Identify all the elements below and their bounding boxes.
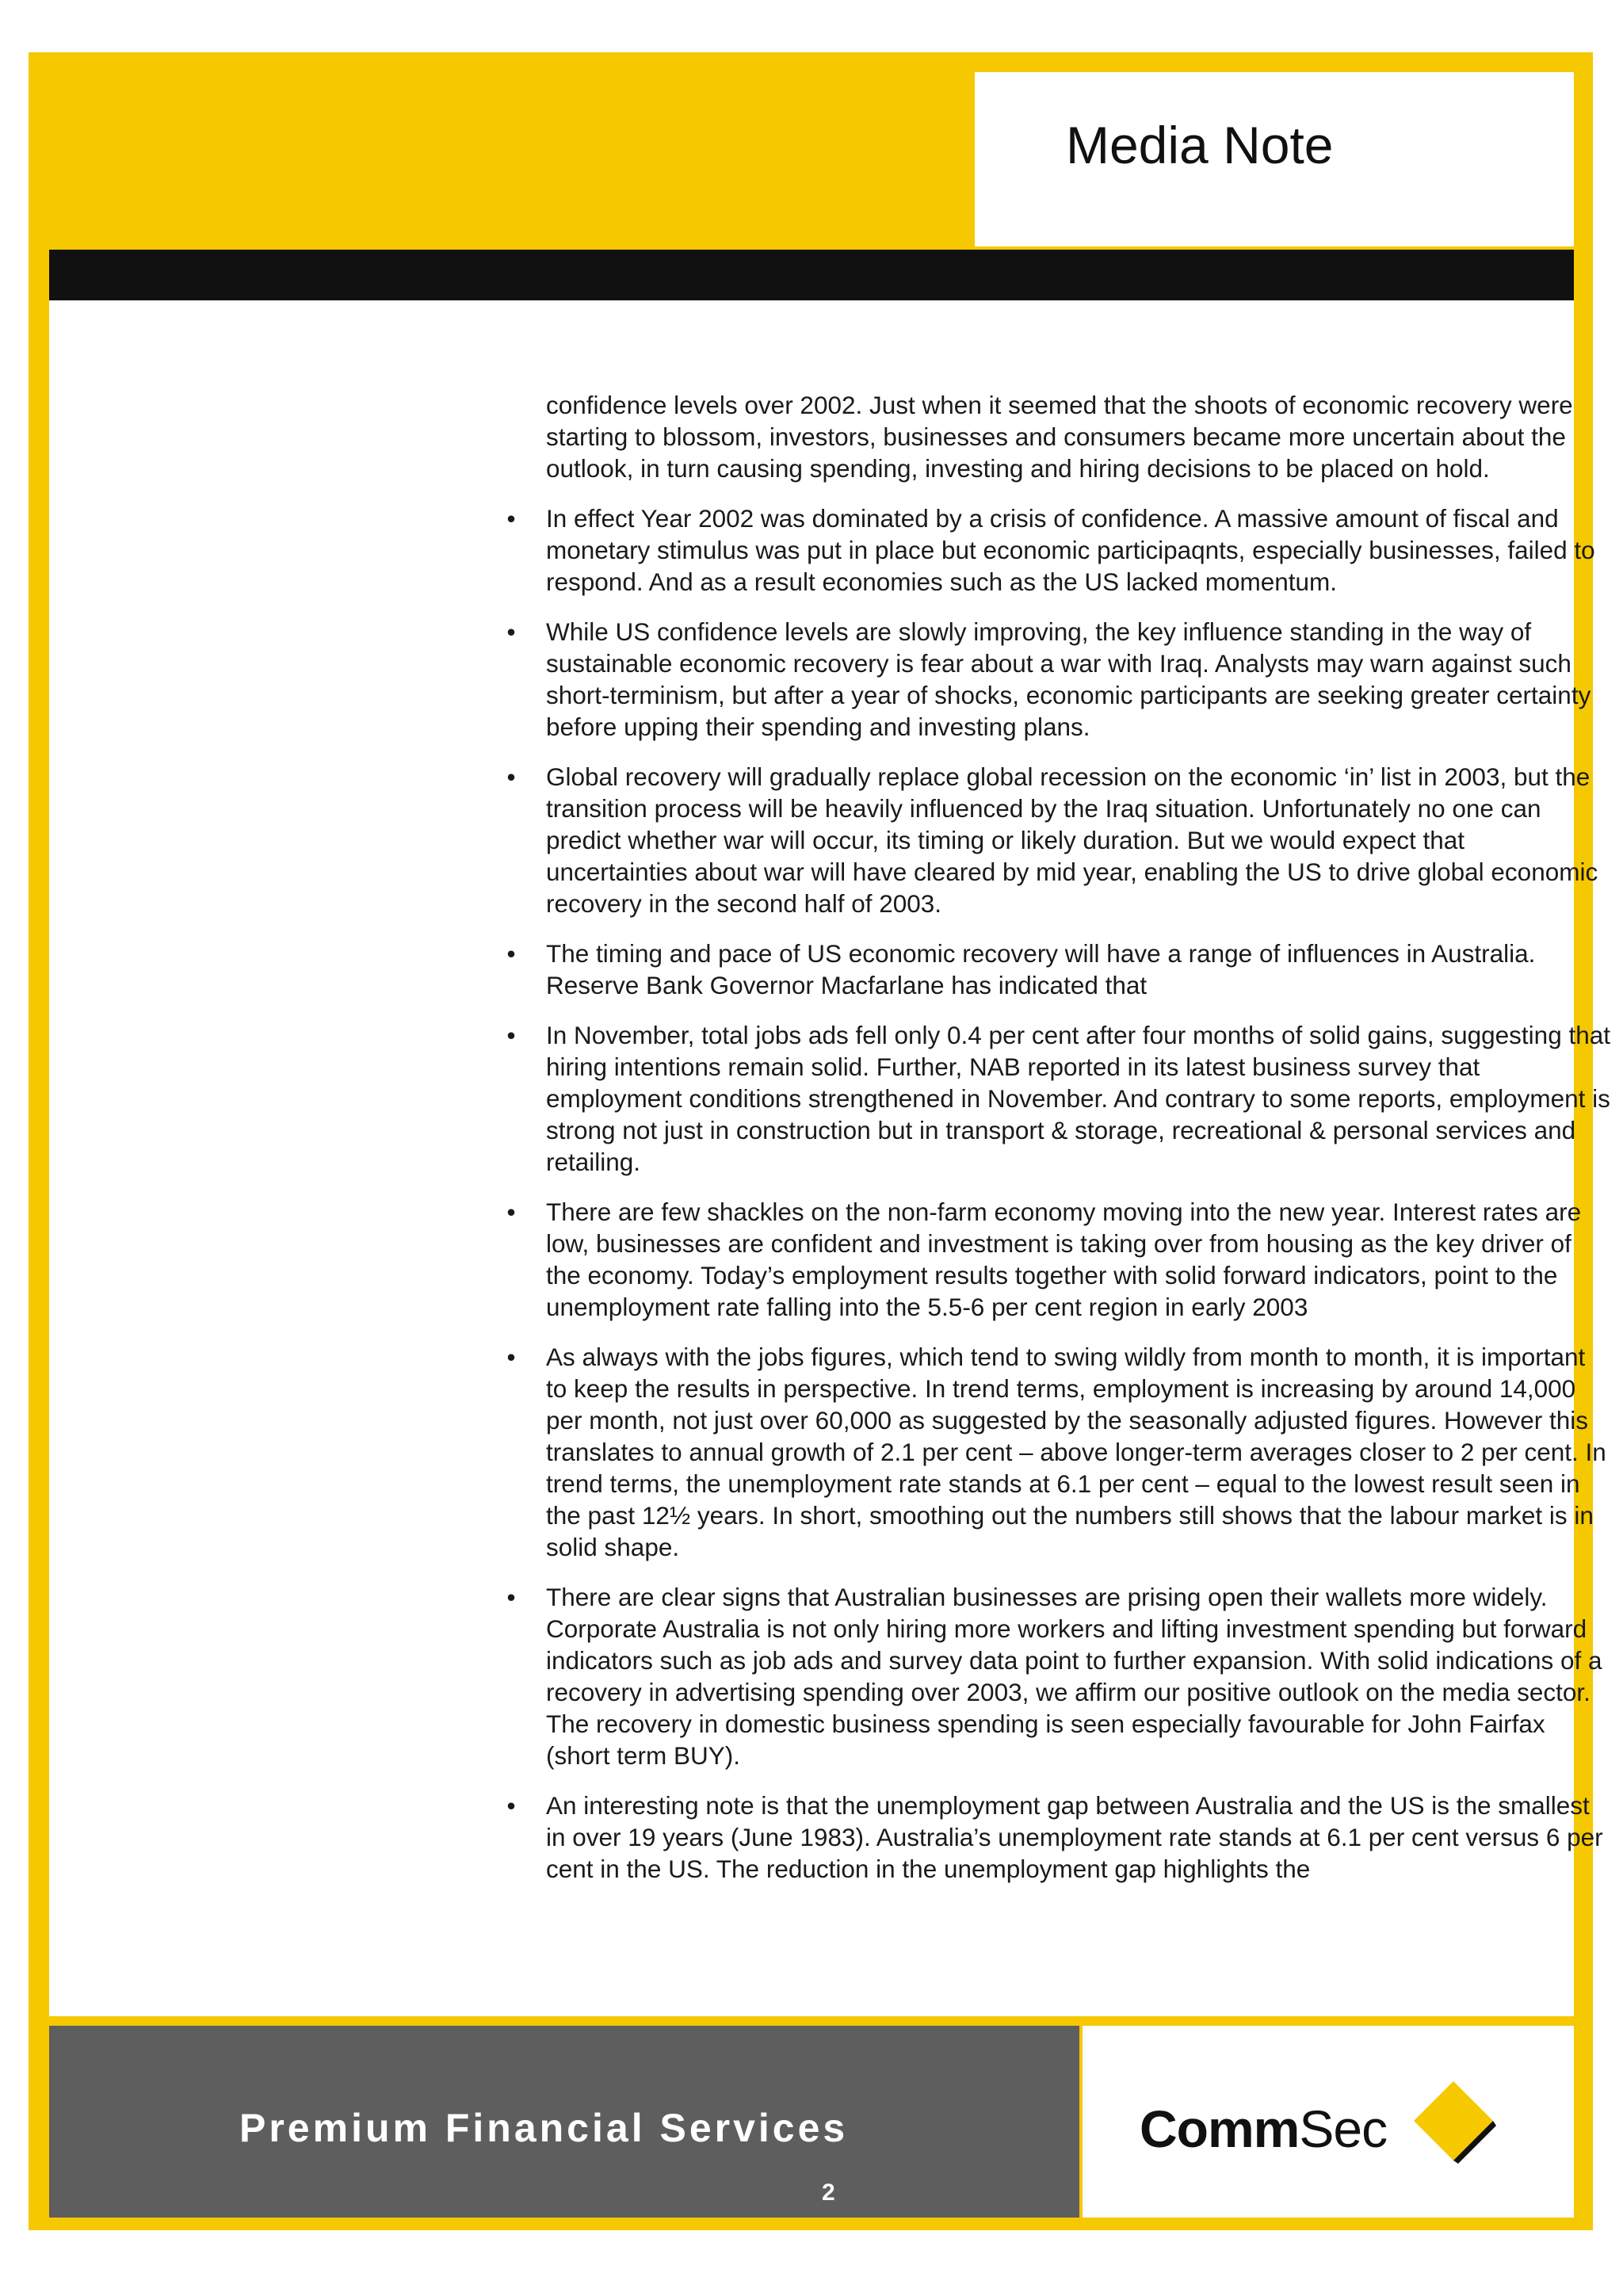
commsec-diamond-icon — [1414, 2078, 1501, 2165]
bullet-item — [498, 502, 1612, 598]
bullet-text: As always with the jobs figures, which tend to swing wildly from month to month, it is important to keep the results in perspective. In trend terms, employment is increasing by around 14,000 per month, not just over 60,000 as suggested by the seasonally adjusted figures. However this translates to annual growth of 2.1 per cent – above longer-term averages closer to 2 per cent. In trend terms, the unemployment rate stands at 6.1 per cent – equal to the lowest result seen in the past 12½ years. In short, smoothing out the numbers still shows that the labour market is in solid shape. — [546, 1343, 1606, 1561]
page-number: 2 — [822, 2179, 835, 2206]
bullet-text: The timing and pace of US economic recovery will have a range of influences in Australia. Reserve Bank Governor Macfarlane has indicated that — [546, 939, 1536, 999]
bullet-item — [498, 616, 1612, 743]
bullet-icon: • — [506, 1343, 516, 1371]
bullet-text: In November, total jobs ads fell only 0.4 per cent after four months of solid gains, suggesting that hiring intentions remain solid. Further, NAB reported in its latest business survey that employment conditions strengthened in November. And contrary to some reports, employment is strong not just in construction but in transport & storage, recreational & personal services and retailing. — [546, 1021, 1611, 1176]
bullet-item — [498, 761, 1612, 919]
header-title-box — [975, 72, 1574, 246]
bullet-text: There are clear signs that Australian businesses are prising open their wallets more widely. Corporate Australia is not only hiring more workers and lifting investment spending but forward indicators such as job ads and survey data point to further expansion. With solid indications of a recovery in advertising spending over 2003, we affirm our positive outlook on the media sector. The recovery in domestic business spending is seen especially favourable for John Fairfax (short term BUY). — [546, 1583, 1602, 1770]
body-text — [498, 389, 1612, 1903]
bullet-icon: • — [506, 939, 516, 968]
logo-text-comm: Comm — [1140, 2099, 1300, 2158]
bullet-text: Global recovery will gradually replace global recession on the economic ‘in’ list in 2003, but the transition process will be heavily influenced by the Iraq situation. Unfortunately no one can predict whether war will occur, its timing or likely duration. But we would expect that uncertainties about war will have cleared by mid year, enabling the US to drive global economic recovery in the second half of 2003. — [546, 762, 1598, 918]
bullet-item — [498, 1196, 1612, 1323]
footer-tagline: Premium Financial Services — [239, 2106, 849, 2150]
bullet-item — [498, 938, 1612, 1001]
bullet-icon: • — [506, 1583, 516, 1611]
bullet-item — [498, 1341, 1612, 1563]
bullet-icon: • — [506, 762, 516, 791]
bullet-item — [498, 1019, 1612, 1178]
page-title: Media Note — [1066, 116, 1334, 174]
bullet-text: An interesting note is that the unemployment gap between Australia and the US is the smallest in over 19 years (June 1983). Australia’s unemployment rate stands at 6.1 per cent versus 6 per cent in the US. The reduction in the unemployment gap highlights the — [546, 1791, 1603, 1883]
footer-logo-box — [1083, 2026, 1574, 2218]
footer-banner — [49, 2026, 1079, 2218]
content-area — [49, 300, 1611, 2016]
bullet-icon: • — [506, 617, 516, 646]
bullet-icon: • — [506, 504, 516, 533]
header-divider-bar — [49, 250, 1574, 300]
bullet-item — [498, 1581, 1612, 1771]
bullet-text: While US confidence levels are slowly improving, the key influence standing in the way of sustainable economic recovery is fear about a war with Iraq. Analysts may warn against such short-terminism, but after a year of shocks, economic participants are seeking greater certainty before upping their spending and investing plans. — [546, 617, 1591, 741]
bullet-icon: • — [506, 1021, 516, 1049]
bullet-item — [498, 1790, 1612, 1885]
commsec-logo — [1140, 2099, 1387, 2159]
bullet-icon: • — [506, 1791, 516, 1820]
logo-text-sec: Sec — [1299, 2099, 1388, 2158]
bullet-text: In effect Year 2002 was dominated by a crisis of confidence. A massive amount of fiscal and monetary stimulus was put in place but economic participaqnts, especially businesses, failed to respond. And as a result economies such as the US lacked momentum. — [546, 504, 1595, 596]
bullet-icon: • — [506, 1198, 516, 1226]
paragraph — [498, 389, 1612, 484]
paragraph-text: confidence levels over 2002. Just when it seemed that the shoots of economic recovery were starting to blossom, investors, businesses and consumers became more uncertain about the outlook, in turn causing spending, investing and hiring decisions to be placed on hold. — [546, 391, 1573, 483]
bullet-text: There are few shackles on the non-farm economy moving into the new year. Interest rates are low, businesses are confident and investment is taking over from housing as the key driver of the economy. Today’s employment results together with solid forward indicators, point to the unemployment rate falling into the 5.5-6 per cent region in early 2003 — [546, 1198, 1582, 1321]
